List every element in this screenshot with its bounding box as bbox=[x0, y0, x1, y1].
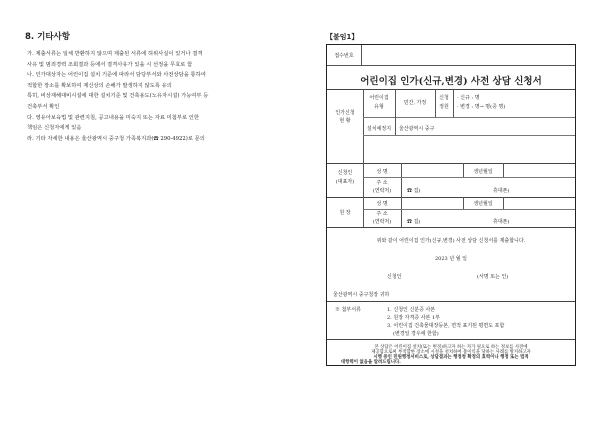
applicant-name-label: 성 명 bbox=[376, 169, 388, 175]
type-label-1: 어린이집 bbox=[369, 95, 389, 101]
list-item: 가. 제출서류는 일체 반환하지 않으며 제출된 서류에 허위사실이 있거나 결격 bbox=[27, 51, 203, 57]
director-dob-field[interactable] bbox=[504, 198, 574, 209]
applicant-contact-label: (연락처) bbox=[372, 188, 392, 194]
list-item: 다. 영유아보육법 및 관련지침, 공고내용을 미숙지 또는 자료 미첨부로 인한 bbox=[27, 114, 200, 121]
director-mobile-field[interactable]: 휴대폰) bbox=[493, 219, 510, 225]
receipt-row bbox=[327, 45, 575, 66]
facility-label-2: 현 황 bbox=[339, 118, 351, 124]
date-field[interactable]: 2023 년 월 일 bbox=[435, 256, 467, 262]
capacity-change-field[interactable]: · 변경 : 명→ 명(증 명) bbox=[457, 104, 506, 110]
statement-text: 위와 같이 어린이집 인가(신규,변경) 사전 상담 신청서를 제출합니다. bbox=[376, 238, 526, 244]
receipt-label: 접수번호 bbox=[334, 53, 354, 59]
list-item: 책임은 신청자에게 있음 bbox=[27, 125, 82, 132]
location-label: 설치예정지 bbox=[366, 126, 392, 132]
director-address-label: 주 소 bbox=[376, 211, 388, 217]
apply-label-2: 정원 bbox=[439, 104, 449, 110]
director-dob-label: 생년월일 bbox=[473, 201, 493, 207]
list-item: 나. 인가대상자는 어린이집 설치 기준에 따라서 담당부서와 사전상담을 통하여 bbox=[27, 72, 206, 79]
list-item: 특히, 비상재해대비시설에 대한 설치기준 및 건축용도(노유자시설) 가능여부 등 bbox=[27, 93, 209, 100]
applicant-dob-field[interactable] bbox=[504, 164, 574, 177]
application-form bbox=[326, 44, 576, 366]
type-value[interactable]: 민간, 가정 bbox=[403, 100, 427, 106]
applicant-label-2: (대표자) bbox=[335, 179, 355, 185]
attachment-item: 2. 원장 자격증 사본 1부 bbox=[387, 315, 440, 321]
applicant-name-field[interactable] bbox=[402, 164, 462, 178]
notes-list bbox=[25, 50, 287, 143]
director-name-label: 성 명 bbox=[376, 201, 388, 207]
location-value[interactable]: 울산광역시 중구 bbox=[399, 126, 435, 132]
attachment-item: 1. 신청인 신분증 사본 bbox=[387, 307, 436, 313]
signature-field[interactable]: (서명 또는 인) bbox=[477, 274, 509, 280]
director-name-field[interactable] bbox=[402, 198, 462, 209]
notice-line: 시행 중인 민원행정서비스로, 상담결과는 행정청 확정의 효력이나 행정 또는 법적 bbox=[373, 355, 529, 360]
applicant-phone-field[interactable]: ☎ 집) bbox=[407, 188, 421, 194]
list-item: 적합한 장소를 확보하여 제신상의 손해가 발생하지 않도록 유의 bbox=[27, 82, 172, 89]
notes-section bbox=[25, 30, 287, 145]
applicant-mobile-field[interactable]: 휴대폰) bbox=[493, 188, 510, 194]
type-label-2: 유형 bbox=[374, 104, 384, 110]
director-label: 원 장 bbox=[339, 210, 351, 216]
director-phone-field[interactable]: ☎ 집) bbox=[407, 219, 421, 225]
form-title: 어린이집 인가(신규,변경) 사전 상담 신청서 bbox=[360, 76, 542, 87]
list-item: 라. 기타 자세한 내용은 울산광역시 중구청 가족복지과(☎ 290-4922)로 문의 bbox=[27, 135, 205, 142]
notice-line: 제공함으로써 부적합한 장소에 시설을 설치하여 불이익을 당하는 사례를 방지하고자 bbox=[371, 350, 531, 355]
applicant-address-label: 주 소 bbox=[376, 180, 388, 186]
capacity-new-field[interactable]: · 신규 : 명 bbox=[457, 95, 480, 101]
signer-label: 신청인 bbox=[387, 274, 402, 280]
attachment-label: 【붙임1】 bbox=[326, 33, 359, 41]
notice-line: 대항력이 없음을 알려드립니다. bbox=[341, 360, 401, 365]
recipient-text: 울산광역시 중구청장 귀하 bbox=[333, 292, 390, 298]
apply-label-1: 신청 bbox=[439, 95, 449, 101]
list-item: 건축부서 확인 bbox=[27, 103, 60, 110]
facility-label-1: 인가신청 bbox=[335, 110, 355, 116]
attachment-item: 3. 어린이집 건축물대장등본, 면적 표기된 평면도 포함 bbox=[387, 323, 505, 329]
director-contact-label: (연락처) bbox=[372, 219, 392, 225]
attachment-item: (변경일 경우에 한함) bbox=[393, 331, 439, 337]
applicant-dob-label: 생년월일 bbox=[473, 169, 493, 175]
attachments-label: ※ 첨부서류 bbox=[335, 307, 361, 313]
section-title: 8. 기타사항 bbox=[25, 32, 70, 42]
notice-line: 본 상담은 어린이집 설치(또는 변경)하고자 하는 자가 필요로 하는 정보를 사전에 bbox=[374, 345, 528, 350]
applicant-label-1: 신청인 bbox=[337, 170, 353, 176]
list-item: 사유 및 범죄경력 조회결과 등에서 결격사유가 있을 시 선정을 무효로 함 bbox=[27, 61, 193, 68]
